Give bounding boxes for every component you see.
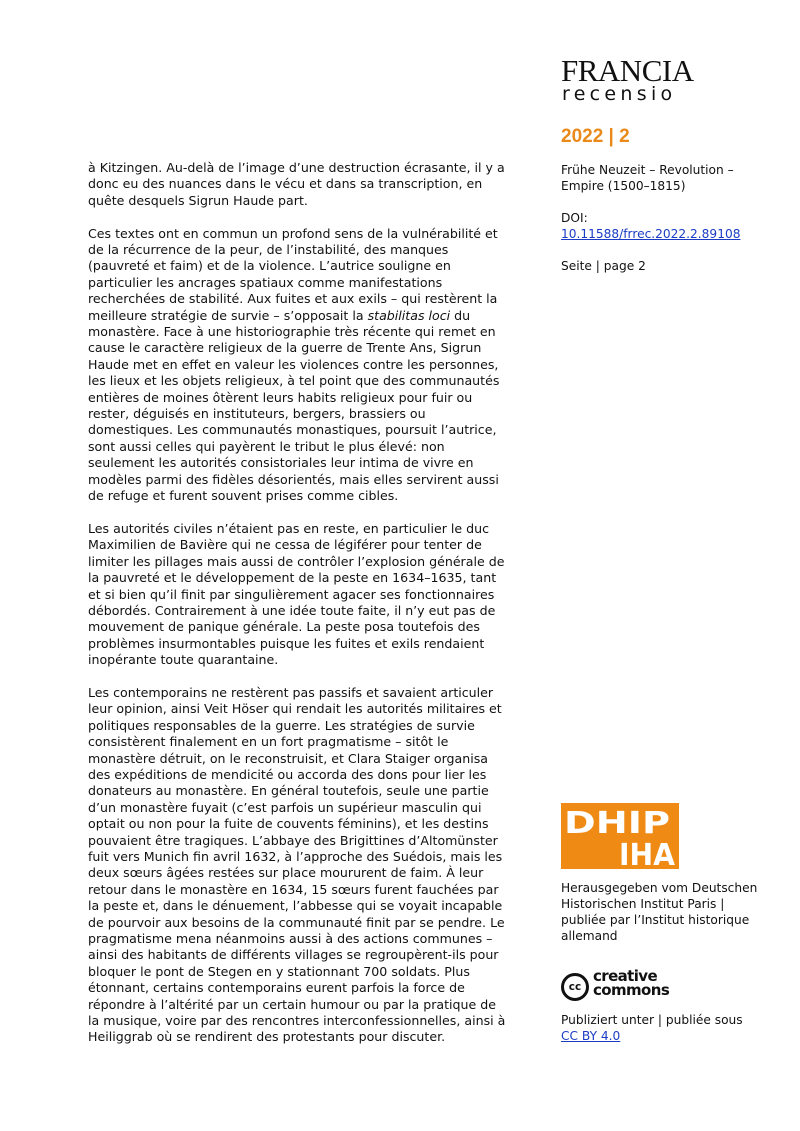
cc-wordmark: [593, 969, 669, 997]
doi-label: DOI:: [561, 211, 588, 225]
paragraph-2: [88, 226, 506, 505]
creative-commons-logo: [561, 967, 701, 1003]
dhip-iha-logo: [561, 803, 679, 869]
paragraph-1: à Kitzingen. Au-delà de l’image d’une destruction écrasante, il y a donc eu des nuances dans le vécu et dans sa transcription, en quête desquels Sigrun Haude part.: [88, 160, 505, 208]
sidebar: [561, 126, 761, 290]
doi-link[interactable]: 10.11588/frrec.2022.2.89108: [561, 227, 741, 241]
dhip-logo-top-text: DHIP: [564, 806, 670, 841]
paragraph-2-part-a: Ces textes ont en commun un profond sens de la vulnérabilité et de la récurrence de la peur, de l’instabilité, des manques (pauvreté et faim) et de la violence. L’autrice souligne en particulier les ancrages spatiaux comme manifestations recherchées de stabilité. Aux fuites et aux exils – qui restèrent la meilleure stratégie de survie – s’opposait la: [88, 225, 498, 323]
paragraph-2-part-b: du monastère. Face à une historiographie très récente qui remet en cause le caractère religieux de la guerre de Trente Ans, Sigrun Haude met en effet en valeur les violences contre les personnes, les lieux et les objets religieux, à tel point que des communautés entières de moines ôtèrent leurs habits religieux pour fuir ou rester, déguisés en instituteurs, bergers, brassiers ou domestiques. Les communautés monastiques, poursuit l’autrice, sont aussi celles qui payèrent le tribut le plus élevé: non seulement les autorités consistoriales leur intima de vivre en modèles parmi des fidèles désorientés, mais elles servirent aussi de refuge et furent souvent prises comme cibles.: [88, 307, 500, 504]
publisher-note: Herausgegeben vom Deutschen Historischen Institut Paris | publiée par l’Institut historique allemand: [561, 881, 758, 943]
article-body: [88, 160, 506, 1062]
cc-wordmark-line2: commons: [593, 981, 670, 999]
license-link[interactable]: CC BY 4.0: [561, 1029, 621, 1043]
paragraph-2-emphasis: stabilitas loci: [367, 307, 451, 323]
license-text: Publiziert unter | publiée sous: [561, 1013, 743, 1027]
issue-number: 2022 | 2: [561, 126, 630, 147]
logo-subtitle: recensio: [562, 83, 677, 105]
section-label: Frühe Neuzeit – Revolution – Empire (1500–1815): [561, 163, 734, 193]
page-label: Seite | page 2: [561, 259, 646, 273]
cc-circle-icon: cc: [561, 973, 589, 1001]
francia-recensio-logo: [561, 53, 721, 105]
dhip-iha-logo-graphic: [561, 803, 679, 869]
license-block: [561, 1012, 761, 1044]
logo-title: FRANCIA: [561, 53, 694, 88]
dhip-logo-bottom-text: IHA: [619, 838, 676, 869]
doi-block: [561, 210, 761, 242]
paragraph-3: Les autorités civiles n’étaient pas en reste, en particulier le duc Maximilien de Bavière qui ne cessa de légiférer pour tenter de limiter les pillages mais aussi de contrôler l’explosion générale de la pauvreté et le développement de la peste en 1634–1635, tant et si bien qu’il finit par singulièrement agacer ses fonctionnaires débordés. Contrairement à une idée toute faite, il n’y eut pas de mouvement de panique générale. La peste posa toutefois des problèmes insurmontables puisque les fuites et exils rendaient inopérante toute quarantaine.: [88, 520, 505, 668]
cc-wordmark-line1: creative: [593, 967, 658, 985]
paragraph-4: Les contemporains ne restèrent pas passifs et savaient articuler leur opinion, ainsi Veit Höser qui rendait les autorités militaires et politiques responsables de la guerre. Les stratégies de survie consistèrent finalement en un fort pragmatisme – sitôt le monastère détruit, on le reconstruisit, et Clara Staiger organisa des expéditions de mendicité ou accorda des dons pour lier les donateurs au monastère. En général toutefois, seule une partie d’un monastère fuyait (c’est parfois un supérieur masculin qui optait ou non pour la fuite de couvents féminins), et les destins pouvaient être tragiques. L’abbaye des Brigittines d’Altomünster fuit vers Munich fin avril 1632, à l’approche des Suédois, mais les deux sœurs âgées restées sur place moururent de faim. À leur retour dans le monastère en 1634, 15 sœurs furent fauchées par la peste et, dans le dénuement, l’abbesse qui se voyait incapable de pourvoir aux besoins de la communauté finit par se pendre. Le pragmatisme mena néanmoins aussi à des actions communes – ainsi des habitants de différents villages se regroupèrent-ils pour bloquer le pont de Stegen en y stationnant 700 soldats. Plus étonnant, certains contemporains eurent parfois la force de répondre à l’altérité par un certain humour ou par la pratique de la musique, voire par des rencontres interconfessionnelles, ainsi à Heiliggrab où se rendirent des protestants pour discuter.: [88, 684, 506, 1045]
